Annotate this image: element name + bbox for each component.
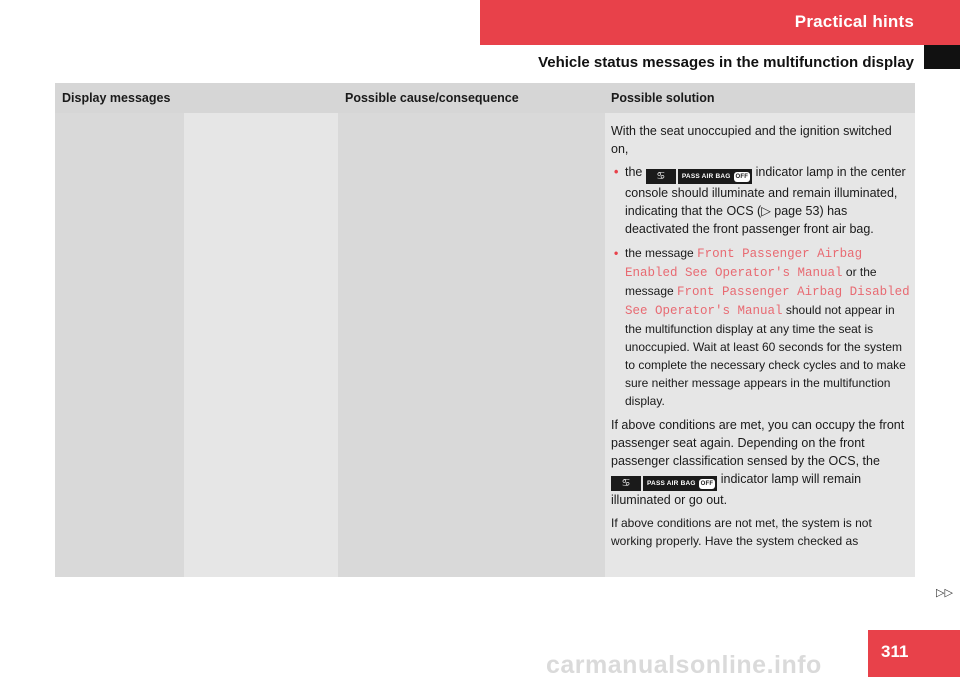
solution-intro: With the seat unoccupied and the ignition switched on, (611, 124, 892, 156)
cell-possible-solution (605, 113, 915, 577)
bullet-icon: • (614, 165, 619, 179)
messages-table (55, 83, 915, 577)
display-message-enabled: Front Passenger Airbag Enabled See Operator's Manual (625, 247, 863, 280)
triangle-right-icon: ▷ (761, 204, 775, 218)
bullet-icon: • (614, 246, 619, 260)
column-header-cause: Possible cause/consequence (345, 91, 519, 105)
continue-marker-icon: ▷▷ (936, 587, 953, 599)
solution-bullet-lamp: • the ♋ PASS AIR BAG OFF indicator lamp in the center console should illuminate and remain illuminated, indicating that the OCS (▷ page 53) has deactivated the front passenger front air bag. (614, 165, 906, 236)
watermark-text: carmanualsonline.info (546, 651, 822, 679)
page-number: 311 (881, 642, 909, 661)
table-header (55, 83, 915, 113)
column-header-display-messages: Display messages (62, 91, 171, 105)
cell-display-message-detail (184, 113, 338, 577)
section-title: Practical hints (794, 12, 914, 31)
cell-possible-cause (338, 113, 605, 577)
column-header-solution: Possible solution (611, 91, 715, 105)
table-row (55, 113, 915, 577)
cell-display-message (55, 113, 184, 577)
solution-bullet-messages: • the message Front Passenger Airbag Enabled See Operator's Manual or the message Front Passenger Airbag Disabled See Operator's Manual should not appear in the multifunction display at any time the seat is unoccupied. Wait at least 60 seconds for the system to complete the necessary check cycles and to make sure neither message appears in the multifunction display. (614, 246, 910, 408)
display-message-disabled: Front Passenger Airbag Disabled See Operator's Manual (625, 285, 910, 318)
page-reference: page 53 (774, 204, 820, 218)
airbag-seat-icon: ♋ (646, 169, 676, 184)
solution-paragraph-conditions-not-met: If above conditions are not met, the system is not working properly. Have the system checked as (611, 516, 872, 548)
pass-airbag-off-indicator-icon: ♋ PASS AIR BAG OFF (611, 476, 717, 491)
pass-airbag-off-indicator-icon: ♋ PASS AIR BAG OFF (646, 169, 752, 184)
header-band (480, 0, 960, 45)
solution-paragraph-conditions-met: If above conditions are met, you can occupy the front passenger seat again. Depending on the front passenger classification sensed by the OCS, the ♋ PASS AIR BAG OFF indicator lamp will remain illuminated or go out. (611, 418, 905, 507)
airbag-seat-icon: ♋ (611, 476, 641, 491)
page-subtitle: Vehicle status messages in the multifunction display (538, 54, 914, 71)
page-tab-marker (924, 45, 960, 69)
